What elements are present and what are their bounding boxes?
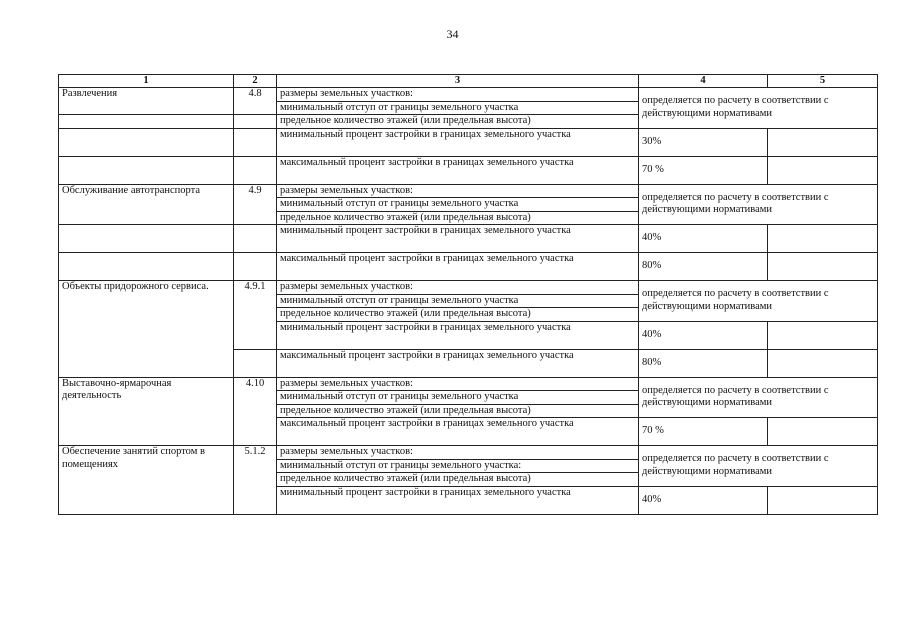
- param-value: 70 %: [639, 418, 768, 446]
- param-label: минимальный процент застройки в границах земельного участка: [277, 321, 639, 349]
- section-name: Обслуживание автотранспорта: [59, 184, 234, 225]
- param-label: предельное количество этажей (или предельная высота): [277, 404, 639, 418]
- param-label: размеры земельных участков:: [277, 377, 639, 391]
- param-label: размеры земельных участков:: [277, 184, 639, 198]
- param-value: определяется по расчету в соответствии с действующими нормативами: [639, 446, 878, 487]
- param-label: минимальный отступ от границы земельного участка: [277, 198, 639, 212]
- param-label: минимальный процент застройки в границах земельного участка: [277, 486, 639, 514]
- param-value: 40%: [639, 321, 768, 349]
- param-value: 70 %: [639, 156, 768, 184]
- section-code: 5.1.2: [234, 446, 277, 515]
- param-value: определяется по расчету в соответствии с действующими нормативами: [639, 184, 878, 225]
- param-label: предельное количество этажей (или предельная высота): [277, 473, 639, 487]
- section-code: 4.9.1: [234, 281, 277, 350]
- header-col-5: 5: [768, 75, 878, 88]
- param-value: 40%: [639, 486, 768, 514]
- page-number: 34: [446, 27, 459, 41]
- section-code: 4.9: [234, 184, 277, 225]
- table-row: [59, 377, 878, 391]
- param-label: минимальный процент застройки в границах земельного участка: [277, 128, 639, 156]
- section-name: Объекты придорожного сервиса.: [59, 281, 234, 378]
- header-col-4: 4: [639, 75, 768, 88]
- param-label: максимальный процент застройки в границах земельного участка: [277, 349, 639, 377]
- param-value: 30%: [639, 128, 768, 156]
- table-row: [59, 281, 878, 295]
- param-label: минимальный процент застройки в границах земельного участка: [277, 225, 639, 253]
- table-row: [59, 156, 878, 184]
- header-col-2: 2: [234, 75, 277, 88]
- table-row: [59, 88, 878, 102]
- param-label: максимальный процент застройки в границах земельного участка: [277, 418, 639, 446]
- param-label: минимальный отступ от границы земельного участка: [277, 391, 639, 405]
- param-label: максимальный процент застройки в границах земельного участка: [277, 253, 639, 281]
- header-col-3: 3: [277, 75, 639, 88]
- param-label: размеры земельных участков:: [277, 446, 639, 460]
- param-value: определяется по расчету в соответствии с действующими нормативами: [639, 281, 878, 322]
- section-code: 4.8: [234, 88, 277, 102]
- regulations-table: [58, 74, 878, 515]
- table-row: [59, 446, 878, 460]
- section-name: Обеспечение занятий спортом в помещениях: [59, 446, 234, 515]
- table-row: [59, 128, 878, 156]
- header-col-1: 1: [59, 75, 234, 88]
- section-name: Выставочно-ярмарочная деятельность: [59, 377, 234, 446]
- table-row: [59, 184, 878, 198]
- param-value: 80%: [639, 253, 768, 281]
- param-label: максимальный процент застройки в границах земельного участка: [277, 156, 639, 184]
- table-row: [59, 253, 878, 281]
- param-label: предельное количество этажей (или предельная высота): [277, 211, 639, 225]
- header-row: [59, 75, 878, 88]
- param-value: 40%: [639, 225, 768, 253]
- param-value: определяется по расчету в соответствии с действующими нормативами: [639, 88, 878, 129]
- section-code: 4.10: [234, 377, 277, 446]
- param-label: минимальный отступ от границы земельного участка: [277, 294, 639, 308]
- param-label: размеры земельных участков:: [277, 88, 639, 102]
- param-label: предельное количество этажей (или предельная высота): [277, 115, 639, 129]
- param-label: размеры земельных участков:: [277, 281, 639, 295]
- param-value: 80%: [639, 349, 768, 377]
- section-name: Развлечения: [59, 88, 234, 102]
- param-label: минимальный отступ от границы земельного участка:: [277, 459, 639, 473]
- param-value: определяется по расчету в соответствии с действующими нормативами: [639, 377, 878, 418]
- param-label: минимальный отступ от границы земельного участка: [277, 101, 639, 115]
- param-label: предельное количество этажей (или предельная высота): [277, 308, 639, 322]
- table-row: [59, 225, 878, 253]
